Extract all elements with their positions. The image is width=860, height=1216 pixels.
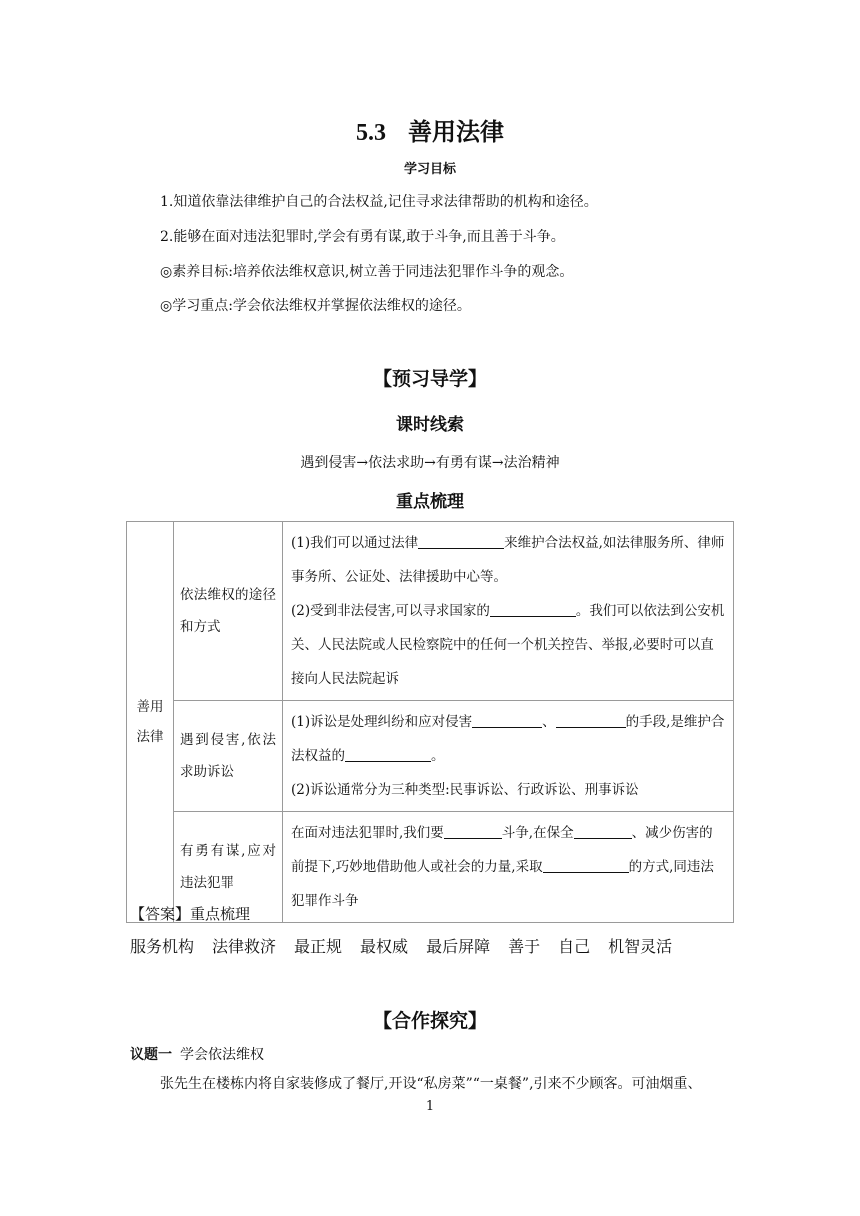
fill-blank[interactable] [418, 535, 504, 550]
goal-item: 2.能够在面对违法犯罪时,学会有勇有谋,敢于斗争,而且善于斗争。 [160, 229, 565, 245]
answer-list [130, 934, 690, 957]
clue-text: 遇到侵害→依法求助→有勇有谋→法治精神 [300, 455, 560, 471]
table-content-cell [283, 522, 734, 701]
content-text: 斗争,在保全 [501, 825, 574, 841]
answer-item: 服务机构 [130, 937, 195, 956]
goal-item: ◎学习重点:学会依法维权并掌握依法维权的途径。 [160, 298, 471, 314]
content-text: 。 [431, 748, 445, 764]
answer-item: 最正规 [294, 937, 343, 956]
content-text: 、 [542, 714, 556, 730]
answer-item: 最权威 [360, 937, 409, 956]
content-text: (1)我们可以通过法律 [291, 535, 419, 551]
content-text: 。我们可以依法到公安机关、人民法院或人民检察院中的任何一个机关控告、举报,必要时可以直接向人民法院起诉 [291, 603, 725, 687]
fill-blank[interactable] [490, 603, 576, 618]
answer-heading: 【答案】重点梳理 [130, 905, 251, 923]
topic-line [130, 1044, 264, 1064]
fill-blank[interactable] [345, 748, 431, 763]
goal-item: 1.知道依靠法律维护自己的合法权益,记住寻求法律帮助的机构和途径。 [160, 194, 598, 210]
content-text: 、减少伤害的前提下,巧妙地借助他人或社会的力量,采取 [291, 825, 713, 875]
answer-item: 最后屏障 [426, 937, 491, 956]
table-main-cell [127, 522, 174, 923]
fill-blank[interactable] [543, 859, 629, 874]
lesson-number: 5.3 [356, 120, 386, 146]
table-main-label: 善用 法律 [136, 699, 164, 745]
table-topic-cell: 遇到侵害,依法求助诉讼 [174, 701, 283, 812]
answer-item: 机智灵活 [608, 937, 673, 956]
table-content-cell [283, 812, 734, 923]
content-text: 来维护合法权益,如法律服务所、律师事务所、公证处、法律援助中心等。 [291, 535, 725, 585]
fill-blank[interactable] [574, 825, 632, 840]
fill-blank[interactable] [556, 714, 626, 729]
page-number: 1 [425, 1099, 435, 1114]
answer-item: 善于 [508, 937, 541, 956]
table-content-cell [283, 701, 734, 812]
topic-text: 学会依法维权 [180, 1047, 264, 1063]
lesson-title [0, 112, 860, 147]
content-text: (2)诉讼通常分为三种类型:民事诉讼、行政诉讼、刑事诉讼 [291, 782, 639, 798]
fill-blank[interactable] [472, 714, 542, 729]
clue-heading: 课时线索 [396, 415, 464, 435]
content-text: 的方式,同违法犯罪作斗争 [291, 859, 714, 909]
goal-item: ◎素养目标:培养依法维权意识,树立善于同违法犯罪作斗争的观念。 [160, 264, 574, 280]
answer-item: 法律救济 [212, 937, 277, 956]
answer-item: 自己 [558, 937, 591, 956]
table-topic-cell: 有勇有谋,应对违法犯罪 [174, 812, 283, 923]
case-paragraph: 张先生在楼栋内将自家装修成了餐厅,开设“私房菜”“一桌餐”,引来不少顾客。可油烟重、 [160, 1076, 702, 1092]
lesson-title-text: 善用法律 [408, 118, 504, 146]
content-text: (1)诉讼是处理纠纷和应对侵害 [291, 714, 473, 730]
review-heading: 重点梳理 [396, 492, 464, 512]
learning-goals-heading: 学习目标 [403, 162, 456, 177]
content-text: 在面对违法犯罪时,我们要 [291, 825, 444, 841]
content-text: 的手段,是维护合法权益的 [291, 714, 725, 764]
preview-heading: 【预习导学】 [372, 368, 487, 390]
key-points-table [126, 521, 734, 923]
fill-blank[interactable] [444, 825, 502, 840]
topic-label: 议题一 [130, 1047, 172, 1063]
coop-heading: 【合作探究】 [372, 1010, 487, 1032]
table-topic-cell: 依法维权的途径和方式 [174, 522, 283, 701]
content-text: (2)受到非法侵害,可以寻求国家的 [291, 603, 490, 619]
